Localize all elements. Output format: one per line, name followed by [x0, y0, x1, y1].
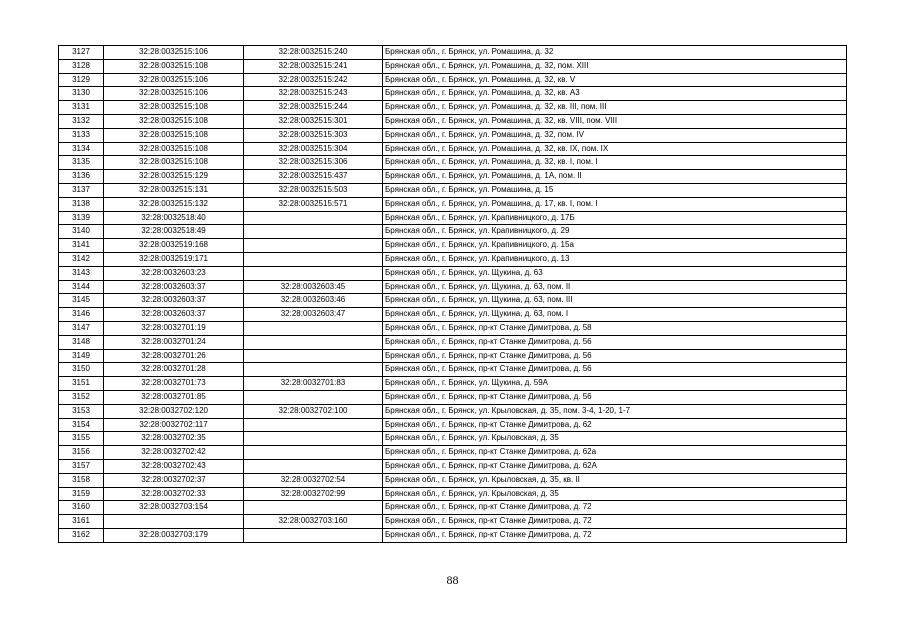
table-row [59, 59, 847, 73]
related-cadastral-number-cell: 32:28:0032515:437 [244, 170, 383, 184]
table-row [59, 418, 847, 432]
cadastral-number-cell: 32:28:0032701:26 [104, 349, 244, 363]
address-cell: Брянская обл., г. Брянск, пр-кт Станке Димитрова, д. 56 [383, 390, 847, 404]
related-cadastral-number-cell: 32:28:0032701:83 [244, 377, 383, 391]
related-cadastral-number-cell: 32:28:0032515:306 [244, 156, 383, 170]
row-number-cell: 3146 [59, 308, 104, 322]
address-cell: Брянская обл., г. Брянск, ул. Ромашина, д. 1А, пом. II [383, 170, 847, 184]
row-number-cell: 3141 [59, 239, 104, 253]
related-cadastral-number-cell [244, 363, 383, 377]
cadastral-number-cell: 32:28:0032701:85 [104, 390, 244, 404]
cadastral-number-cell: 32:28:0032702:33 [104, 487, 244, 501]
related-cadastral-number-cell [244, 321, 383, 335]
table-row [59, 280, 847, 294]
row-number-cell: 3161 [59, 515, 104, 529]
cadastral-number-cell: 32:28:0032702:117 [104, 418, 244, 432]
address-cell: Брянская обл., г. Брянск, ул. Крыловская, д. 35 [383, 432, 847, 446]
table-row [59, 390, 847, 404]
cadastral-number-cell: 32:28:0032702:120 [104, 404, 244, 418]
related-cadastral-number-cell [244, 528, 383, 542]
address-cell: Брянская обл., г. Брянск, пр-кт Станке Димитрова, д. 62А [383, 459, 847, 473]
row-number-cell: 3155 [59, 432, 104, 446]
address-cell: Брянская обл., г. Брянск, пр-кт Станке Димитрова, д. 56 [383, 335, 847, 349]
address-cell: Брянская обл., г. Брянск, ул. Ромашина, д. 15 [383, 183, 847, 197]
table-row [59, 211, 847, 225]
related-cadastral-number-cell [244, 252, 383, 266]
table-row [59, 197, 847, 211]
address-cell: Брянская обл., г. Брянск, ул. Щукина, д. 59А [383, 377, 847, 391]
row-number-cell: 3147 [59, 321, 104, 335]
related-cadastral-number-cell: 32:28:0032702:54 [244, 473, 383, 487]
cadastral-number-cell: 32:28:0032701:24 [104, 335, 244, 349]
row-number-cell: 3129 [59, 73, 104, 87]
table-row [59, 473, 847, 487]
page-number: 88 [446, 573, 459, 587]
address-cell: Брянская обл., г. Брянск, ул. Щукина, д. 63, пом. II [383, 280, 847, 294]
cadastral-number-cell: 32:28:0032702:43 [104, 459, 244, 473]
cadastral-number-cell: 32:28:0032515:108 [104, 128, 244, 142]
row-number-cell: 3136 [59, 170, 104, 184]
table-row [59, 404, 847, 418]
table-row [59, 170, 847, 184]
address-cell: Брянская обл., г. Брянск, ул. Крапивницкого, д. 29 [383, 225, 847, 239]
row-number-cell: 3159 [59, 487, 104, 501]
row-number-cell: 3127 [59, 46, 104, 60]
table-row [59, 183, 847, 197]
table-row [59, 266, 847, 280]
table-row [59, 459, 847, 473]
address-cell: Брянская обл., г. Брянск, ул. Ромашина, д. 32, пом. XIII [383, 59, 847, 73]
table-row [59, 114, 847, 128]
row-number-cell: 3143 [59, 266, 104, 280]
cadastral-number-cell: 32:28:0032603:37 [104, 280, 244, 294]
row-number-cell: 3151 [59, 377, 104, 391]
address-cell: Брянская обл., г. Брянск, ул. Крыловская, д. 35, кв. II [383, 473, 847, 487]
related-cadastral-number-cell [244, 225, 383, 239]
cadastral-number-cell: 32:28:0032515:108 [104, 142, 244, 156]
cadastral-number-cell: 32:28:0032518:49 [104, 225, 244, 239]
address-cell: Брянская обл., г. Брянск, ул. Ромашина, д. 32, пом. IV [383, 128, 847, 142]
table-row [59, 87, 847, 101]
table-row [59, 156, 847, 170]
related-cadastral-number-cell: 32:28:0032515:503 [244, 183, 383, 197]
address-cell: Брянская обл., г. Брянск, пр-кт Станке Димитрова, д. 56 [383, 349, 847, 363]
table-row [59, 252, 847, 266]
cadastral-number-cell: 32:28:0032515:108 [104, 59, 244, 73]
row-number-cell: 3128 [59, 59, 104, 73]
table-row [59, 446, 847, 460]
address-cell: Брянская обл., г. Брянск, пр-кт Станке Димитрова, д. 62 [383, 418, 847, 432]
cadastral-number-cell: 32:28:0032701:73 [104, 377, 244, 391]
address-cell: Брянская обл., г. Брянск, ул. Крапивницкого, д. 17Б [383, 211, 847, 225]
related-cadastral-number-cell: 32:28:0032603:45 [244, 280, 383, 294]
table-row [59, 487, 847, 501]
cadastral-number-cell: 32:28:0032515:106 [104, 87, 244, 101]
related-cadastral-number-cell: 32:28:0032515:303 [244, 128, 383, 142]
row-number-cell: 3131 [59, 101, 104, 115]
address-cell: Брянская обл., г. Брянск, пр-кт Станке Димитрова, д. 72 [383, 528, 847, 542]
address-cell: Брянская обл., г. Брянск, ул. Ромашина, д. 32, кв. III, пом. III [383, 101, 847, 115]
cadastral-number-cell: 32:28:0032701:19 [104, 321, 244, 335]
table-row [59, 128, 847, 142]
address-cell: Брянская обл., г. Брянск, ул. Щукина, д. 63, пом. III [383, 294, 847, 308]
row-number-cell: 3135 [59, 156, 104, 170]
row-number-cell: 3130 [59, 87, 104, 101]
cadastral-number-cell: 32:28:0032515:131 [104, 183, 244, 197]
row-number-cell: 3139 [59, 211, 104, 225]
table-row [59, 321, 847, 335]
address-cell: Брянская обл., г. Брянск, ул. Крыловская, д. 35, пом. 3-4, 1-20, 1-7 [383, 404, 847, 418]
table-row [59, 73, 847, 87]
table-row [59, 335, 847, 349]
cadastral-number-cell: 32:28:0032702:37 [104, 473, 244, 487]
related-cadastral-number-cell [244, 459, 383, 473]
address-cell: Брянская обл., г. Брянск, ул. Ромашина, д. 32, кв. I, пом. I [383, 156, 847, 170]
cadastral-number-cell: 32:28:0032519:171 [104, 252, 244, 266]
related-cadastral-number-cell: 32:28:0032603:47 [244, 308, 383, 322]
table-row [59, 239, 847, 253]
address-cell: Брянская обл., г. Брянск, пр-кт Станке Димитрова, д. 62а [383, 446, 847, 460]
cadastral-number-cell: 32:28:0032603:23 [104, 266, 244, 280]
address-cell: Брянская обл., г. Брянск, ул. Щукина, д. 63, пом. I [383, 308, 847, 322]
table-row [59, 225, 847, 239]
address-cell: Брянская обл., г. Брянск, пр-кт Станке Димитрова, д. 58 [383, 321, 847, 335]
row-number-cell: 3142 [59, 252, 104, 266]
cadastral-number-cell: 32:28:0032603:37 [104, 294, 244, 308]
address-cell: Брянская обл., г. Брянск, ул. Ромашина, д. 17, кв. I, пом. I [383, 197, 847, 211]
row-number-cell: 3156 [59, 446, 104, 460]
cadastral-number-cell: 32:28:0032702:35 [104, 432, 244, 446]
row-number-cell: 3133 [59, 128, 104, 142]
row-number-cell: 3158 [59, 473, 104, 487]
related-cadastral-number-cell: 32:28:0032515:240 [244, 46, 383, 60]
related-cadastral-number-cell: 32:28:0032702:100 [244, 404, 383, 418]
row-number-cell: 3157 [59, 459, 104, 473]
row-number-cell: 3154 [59, 418, 104, 432]
row-number-cell: 3149 [59, 349, 104, 363]
cadastral-number-cell: 32:28:0032703:179 [104, 528, 244, 542]
row-number-cell: 3137 [59, 183, 104, 197]
related-cadastral-number-cell [244, 418, 383, 432]
table-row [59, 101, 847, 115]
address-cell: Брянская обл., г. Брянск, ул. Крапивницкого, д. 15а [383, 239, 847, 253]
cadastral-number-cell: 32:28:0032701:28 [104, 363, 244, 377]
cadastral-number-cell: 32:28:0032515:129 [104, 170, 244, 184]
related-cadastral-number-cell: 32:28:0032703:160 [244, 515, 383, 529]
table-row [59, 528, 847, 542]
related-cadastral-number-cell: 32:28:0032702:99 [244, 487, 383, 501]
row-number-cell: 3132 [59, 114, 104, 128]
table-row [59, 294, 847, 308]
related-cadastral-number-cell [244, 432, 383, 446]
related-cadastral-number-cell: 32:28:0032515:304 [244, 142, 383, 156]
table-row [59, 308, 847, 322]
related-cadastral-number-cell [244, 211, 383, 225]
cadastral-number-cell: 32:28:0032703:154 [104, 501, 244, 515]
related-cadastral-number-cell [244, 446, 383, 460]
address-cell: Брянская обл., г. Брянск, ул. Крыловская, д. 35 [383, 487, 847, 501]
cadastral-number-cell: 32:28:0032515:108 [104, 156, 244, 170]
registry-table [58, 45, 847, 543]
related-cadastral-number-cell: 32:28:0032603:46 [244, 294, 383, 308]
row-number-cell: 3134 [59, 142, 104, 156]
related-cadastral-number-cell: 32:28:0032515:571 [244, 197, 383, 211]
row-number-cell: 3153 [59, 404, 104, 418]
table-row [59, 377, 847, 391]
row-number-cell: 3152 [59, 390, 104, 404]
cadastral-number-cell: 32:28:0032515:132 [104, 197, 244, 211]
address-cell: Брянская обл., г. Брянск, ул. Крапивницкого, д. 13 [383, 252, 847, 266]
address-cell: Брянская обл., г. Брянск, ул. Ромашина, д. 32, кв. V [383, 73, 847, 87]
cadastral-number-cell: 32:28:0032702:42 [104, 446, 244, 460]
row-number-cell: 3162 [59, 528, 104, 542]
cadastral-number-cell: 32:28:0032518:40 [104, 211, 244, 225]
related-cadastral-number-cell [244, 501, 383, 515]
row-number-cell: 3144 [59, 280, 104, 294]
cadastral-number-cell: 32:28:0032515:106 [104, 46, 244, 60]
table-row [59, 363, 847, 377]
table-row [59, 515, 847, 529]
address-cell: Брянская обл., г. Брянск, ул. Ромашина, д. 32, кв. IX, пом. IX [383, 142, 847, 156]
related-cadastral-number-cell [244, 239, 383, 253]
cadastral-number-cell: 32:28:0032515:106 [104, 73, 244, 87]
row-number-cell: 3138 [59, 197, 104, 211]
address-cell: Брянская обл., г. Брянск, пр-кт Станке Димитрова, д. 72 [383, 515, 847, 529]
related-cadastral-number-cell [244, 335, 383, 349]
row-number-cell: 3145 [59, 294, 104, 308]
related-cadastral-number-cell: 32:28:0032515:243 [244, 87, 383, 101]
row-number-cell: 3140 [59, 225, 104, 239]
address-cell: Брянская обл., г. Брянск, пр-кт Станке Димитрова, д. 72 [383, 501, 847, 515]
address-cell: Брянская обл., г. Брянск, ул. Ромашина, д. 32 [383, 46, 847, 60]
registry-table-body [59, 46, 847, 543]
table-row [59, 142, 847, 156]
cadastral-number-cell: 32:28:0032515:108 [104, 101, 244, 115]
related-cadastral-number-cell: 32:28:0032515:242 [244, 73, 383, 87]
row-number-cell: 3160 [59, 501, 104, 515]
address-cell: Брянская обл., г. Брянск, ул. Ромашина, д. 32, кв. А3 [383, 87, 847, 101]
related-cadastral-number-cell [244, 349, 383, 363]
related-cadastral-number-cell [244, 390, 383, 404]
cadastral-number-cell: 32:28:0032515:108 [104, 114, 244, 128]
related-cadastral-number-cell: 32:28:0032515:244 [244, 101, 383, 115]
table-row [59, 349, 847, 363]
row-number-cell: 3148 [59, 335, 104, 349]
address-cell: Брянская обл., г. Брянск, ул. Ромашина, д. 32, кв. VIII, пом. VIII [383, 114, 847, 128]
table-row [59, 46, 847, 60]
row-number-cell: 3150 [59, 363, 104, 377]
address-cell: Брянская обл., г. Брянск, пр-кт Станке Димитрова, д. 56 [383, 363, 847, 377]
related-cadastral-number-cell [244, 266, 383, 280]
cadastral-number-cell: 32:28:0032519:168 [104, 239, 244, 253]
cadastral-number-cell: 32:28:0032603:37 [104, 308, 244, 322]
cadastral-number-cell [104, 515, 244, 529]
address-cell: Брянская обл., г. Брянск, ул. Щукина, д. 63 [383, 266, 847, 280]
table-row [59, 501, 847, 515]
related-cadastral-number-cell: 32:28:0032515:301 [244, 114, 383, 128]
table-row [59, 432, 847, 446]
related-cadastral-number-cell: 32:28:0032515:241 [244, 59, 383, 73]
